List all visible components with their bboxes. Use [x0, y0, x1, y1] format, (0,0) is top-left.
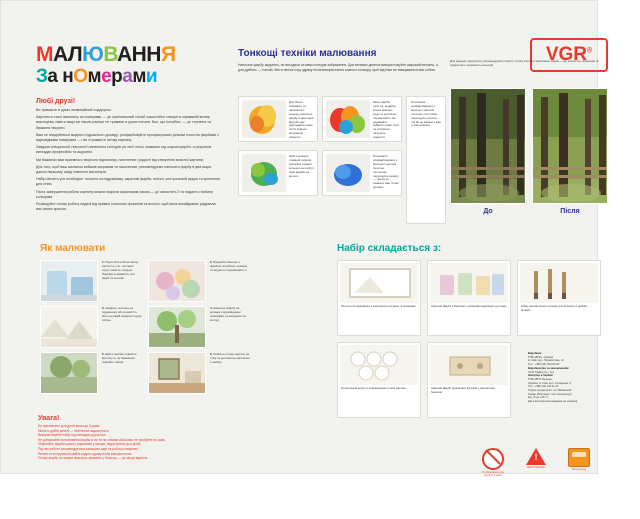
intro-paragraph: Ми бажаємо вам приємного творчого відпочинку, натхнення і радості від створення власної картини.	[36, 157, 204, 162]
company-line: Умови зберігання: при температурі	[528, 392, 572, 396]
company-line: Україна, м. Київ, вул. Складська, 4	[528, 381, 571, 385]
technique-card	[238, 150, 318, 196]
warning-item: Містить дрібні деталі — небезпека задихнутися.	[38, 428, 110, 433]
how-to-image	[148, 306, 206, 348]
technique-card-text: Якщо фарба загусла, додайте кілька крапель води та ретельно перемішайте. Не додавайте забагато води, щоб не зіпсувати щільність покриття.	[373, 100, 399, 140]
how-to-step-text	[102, 307, 142, 323]
company-line: ТОВ «ВГР», Україна	[528, 355, 553, 359]
technique-subtitle: Наносьте фарбу акуратно, не виходячи за межі контурів зображення. Для великих ділянок використовуйте широкий пензель, а для дрібних — тонкий. Мити пензлі слід одразу після використання кожного кольору, щоб відтінки не змішувалися між собою.	[238, 63, 438, 72]
numbered-canvas-image	[41, 307, 98, 348]
brushes-icon	[520, 263, 598, 303]
technique-title: Тонкощі техніки малювання	[238, 48, 377, 59]
kit-item-image	[340, 345, 418, 385]
age-warning-badge	[480, 448, 506, 477]
factory-icon	[568, 448, 590, 467]
technique-card	[238, 96, 318, 142]
how-to-step-number: 5.	[102, 352, 105, 356]
technique-card	[322, 150, 402, 196]
company-line: Тел.: +380 (44) 000-00-00	[528, 363, 560, 367]
intro-paragraph: Для того, щоб ваш малюнок вийшов яскравим та насиченим, рекомендуємо наносити фарбу в два шари, даючи першому шару повністю висохнути.	[36, 164, 213, 175]
badge-caption: Увага! Обережно	[526, 466, 546, 469]
kit-item	[337, 342, 421, 418]
photo-before	[450, 88, 526, 204]
how-to-image	[40, 260, 98, 302]
how-to-step-body: Підготуйте робоче місце: застеліть стіл, поставте поруч ємність з водою. Перевірте наявність усіх фарб та пензлів.	[102, 260, 139, 280]
how-to-image	[148, 352, 206, 394]
paint-blob-icon	[242, 100, 286, 138]
company-line: Тел.: +380 (44) 111-11-11	[528, 385, 559, 389]
company-line: Імпортер в Україні:	[528, 374, 554, 378]
kit-item-text: Акрилові фарби додаткових відтінків у запечатаних баночках	[431, 387, 496, 394]
how-to-image	[40, 352, 98, 394]
company-line: Дата виготовлення вказана на упаковці	[528, 400, 578, 404]
technique-card-text: Для більш яскравого та насиченого кольору наносьте фарбу в два шари. Другий шар накладайте лише після повного висихання першого.	[289, 100, 315, 140]
registered-mark: ®	[587, 47, 593, 55]
technique-card-text: Починайте розфарбовувати з верхньої частини полотна, поступово переходячи донизу — так ви не змажете вже готові ділянки.	[411, 100, 442, 128]
photo-before-caption: До	[483, 208, 493, 215]
how-to-step-text	[102, 261, 142, 281]
technique-illustration	[242, 154, 286, 192]
how-to-step-body: Повісьте готову картину на стіну за допомогою кріплення з набору.	[210, 352, 250, 364]
company-heading: Виробник:	[528, 352, 543, 355]
technique-card-text: Щоб отримати плавний перехід, змішуйте суміжні кольори на палітрі, поки фарба ще волога.	[289, 154, 315, 178]
interior-wall-image	[149, 353, 206, 394]
kit-title: Набір складається з:	[337, 243, 442, 254]
how-to-step-number: 4.	[210, 306, 213, 310]
kit-item-image	[520, 263, 598, 303]
kit-item	[427, 260, 511, 336]
company-info	[528, 352, 612, 404]
photo-note: Для кращого результату рекомендуємо покрити готову картину акриловим лаком — він захистить поверхню та підкреслить яскравість кольорів.	[450, 59, 599, 67]
kit-item-image	[430, 263, 508, 303]
warning-item: Готову фарбу не можна повторно заливати у баночку — це зіпсує відтінок.	[38, 456, 149, 461]
finished-artwork-image	[41, 353, 98, 394]
intro-paragraph: Набір містить усе необхідне: полотно на підрамнику, акрилові фарби, пензлі, контрольний аркуш та кріплення для стіни.	[36, 177, 220, 187]
intro-title: Любі друзі!	[36, 98, 76, 105]
intro-paragraph: Вам не знадобиться жодного художнього досвіду: розфарбовуйте пронумеровані ділянки полотна фарбами з відповідними номерами — і ви отримаєте готову картину.	[36, 132, 219, 143]
how-to-step-body: Дайте картині повністю висохнути, за бажанням покрийте лаком.	[102, 352, 137, 364]
kit-item-text: Акрилові фарби в баночках з номерами відповідно до схеми	[431, 305, 507, 308]
warning-item: Використовуйте набір під наглядом дорослих.	[38, 433, 107, 438]
attention-badge	[523, 448, 549, 469]
company-line: Термін придатності: не обмежений	[528, 389, 572, 393]
painting-progress-image	[149, 307, 206, 348]
how-to-image	[148, 260, 206, 302]
paint-cups-row-icon	[340, 345, 418, 385]
how-to-step-number: 3.	[102, 306, 105, 310]
exclamation-glyph: !	[534, 452, 538, 462]
water-jar-image	[41, 261, 98, 302]
product-logo	[36, 44, 216, 92]
technique-card-tall	[406, 96, 446, 224]
photo-after	[532, 88, 608, 204]
paint-jars-icon	[430, 263, 508, 303]
warning-title: Увага!	[38, 415, 60, 422]
intro-paragraph: Ви тримаєте в руках незвичайний подарунок.	[36, 108, 112, 112]
kit-item-image	[340, 263, 418, 303]
warning-item: Не допускайте потрапляння фарби в очі та на слизові оболонки, не пробуйте на смак.	[38, 437, 166, 442]
how-to-title: Як малювати	[40, 243, 106, 254]
kit-item-text: Полотно на підрамнику з нанесеним контуром та номерами	[341, 305, 416, 308]
company-line: ТОВ «ВГР-Україна»	[528, 377, 553, 381]
technique-card-text: Починайте розфарбовувати з верхньої частини полотна, поступово переходячи донизу — так ви не змажете вже готові ділянки.	[373, 154, 399, 190]
intro-block	[36, 98, 222, 214]
company-line: Виробництво за замовленням:	[528, 366, 570, 370]
how-to-step-text	[210, 307, 250, 323]
how-to-step-number: 1.	[102, 260, 105, 264]
logo-line-1: МАЛЮВАННЯ	[36, 43, 176, 66]
kit-item	[337, 260, 421, 336]
how-to-step-body: Відкрийте баночку з фарбою потрібного номера та акуратно перемішайте її.	[210, 260, 248, 272]
company-line: від +5 до +25 °С	[528, 396, 549, 400]
warning-item: Пензлі та інструменти мийте водою одразу після використання.	[38, 451, 133, 456]
made-in-badge	[566, 448, 592, 471]
how-to-step-number: 2.	[210, 260, 213, 264]
forest-path-before-image	[451, 89, 526, 204]
how-to-step-text	[210, 353, 250, 365]
intro-paragraph: Картини в стилі живопису за номерами — це оригінальний спосіб самостійно створити справжній витвір мистецтва, навіть якщо ви ніколи раніше не тримали в руках пензля. Все, що потрібно, — це терпіння та бажання творити.	[36, 115, 211, 130]
no-children-icon	[482, 448, 504, 470]
how-to-step-number: 6.	[210, 352, 213, 356]
company-line: VGR Trading Co., Ltd	[528, 370, 554, 374]
hanging-hardware-icon	[430, 345, 508, 385]
badge-caption: Не призначено для дітей до 3 років	[482, 471, 504, 477]
logo-line-2: За нОмерами	[36, 66, 158, 87]
forest-path-after-image	[533, 89, 608, 204]
intro-paragraph: Розміщуйте готову роботу подалі від прямих сонячних променів та вологи, щоб вона якнайдовше радувала вас своєю красою.	[36, 202, 216, 212]
paint-pots-image	[149, 261, 206, 302]
kit-item-text: Контрольний аркуш із зображенням готової картини	[341, 387, 406, 390]
green-blob-icon	[242, 154, 286, 192]
how-to-step-body: Наносьте фарбу на ділянки з відповідними номерами, не виходячи за контур.	[210, 306, 246, 322]
warning-item: Не призначено для дітей віком до 3 років.	[38, 424, 100, 428]
kit-item	[517, 260, 601, 336]
kit-item	[427, 342, 511, 418]
company-line: м. Київ, вул. Промислова, 12	[528, 359, 564, 363]
kit-item-image	[430, 345, 508, 385]
warning-item: Під час роботи рекомендується захищати одяг та робочу поверхню.	[38, 446, 139, 451]
photo-after-caption: Після	[560, 208, 580, 215]
technique-card	[322, 96, 402, 142]
intro-paragraph: Завдяки спеціальній технології нанесення контурів усі лінії легко зникають під шаром фарби, а результат виглядає професійно та акуратно.	[36, 145, 212, 155]
technique-illustration	[326, 154, 370, 192]
technique-illustration	[242, 100, 286, 138]
technique-illustration	[326, 100, 370, 138]
warning-item: Зберігайте фарби щільно закритими у місцях, недоступних для дітей.	[38, 442, 142, 447]
badge-caption: Виготовлено	[571, 468, 586, 471]
exclamation-triangle-icon	[526, 448, 546, 465]
how-to-step-text	[102, 353, 142, 365]
vgr-brand-text: VGR	[545, 44, 587, 65]
blue-blob-icon	[326, 154, 370, 192]
intro-paragraph: Після завершення роботи картину можна покрити акриловим лаком — це захистить її та надасть глибини кольорам.	[36, 189, 213, 199]
kit-item-text: Набір пензлів різного розміру для великих та дрібних ділянок	[521, 305, 588, 312]
color-mix-icon	[326, 100, 370, 138]
how-to-step-text	[210, 261, 250, 273]
warning-list	[38, 424, 318, 461]
how-to-step-body: Закріпіть полотно на підрамнику або розмістіть його на рівній поверхні перед собою.	[102, 306, 142, 322]
how-to-image	[40, 306, 98, 348]
canvas-frame-icon	[340, 263, 418, 303]
